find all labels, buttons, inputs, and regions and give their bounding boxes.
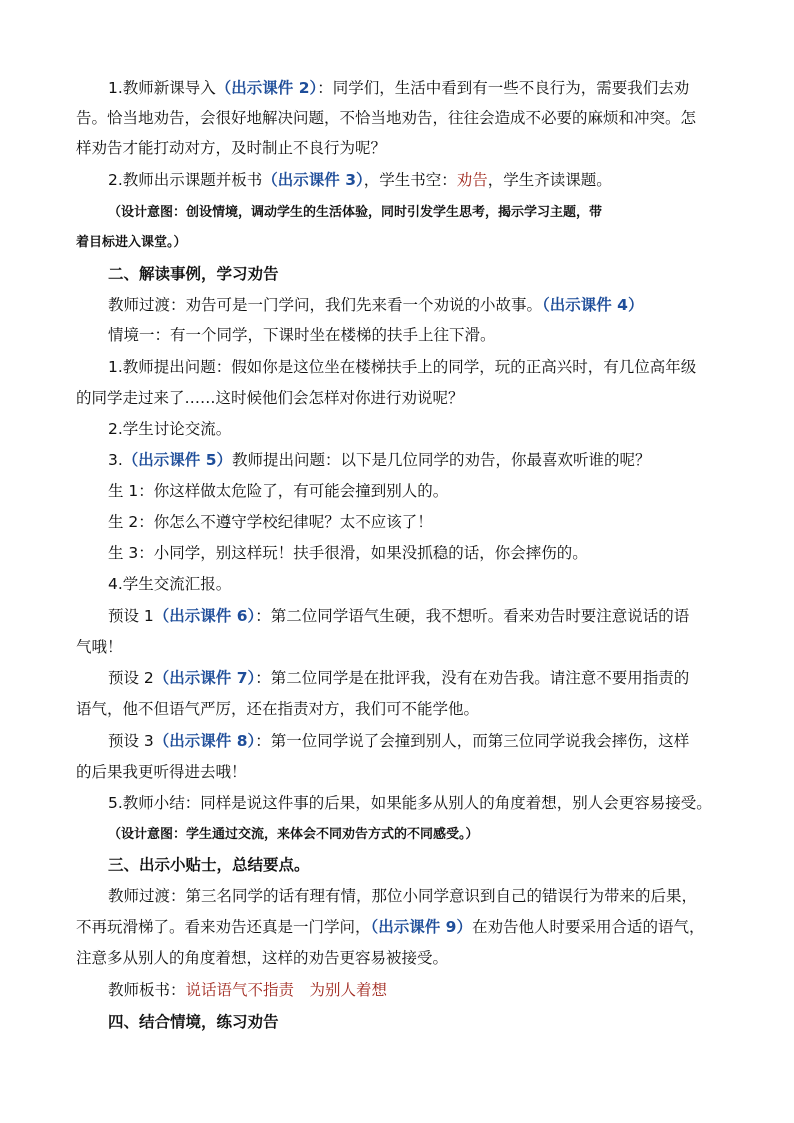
board-text: 劝告	[456, 171, 488, 189]
courseware-tag: （出示课件 2）	[215, 79, 318, 97]
section-heading: 三、出示小贴士，总结要点。	[108, 856, 310, 874]
design-intent-note: （设计意图：创设情境，调动学生的生活体验，同时引发学生思考，揭示学习主题，带	[108, 205, 603, 220]
preset-answer	[108, 606, 689, 626]
board-text: 说话语气不指责 为别人着想	[185, 981, 388, 999]
text: 不再玩滑梯了。看来劝告还真是一门学问，	[76, 918, 371, 936]
courseware-tag: （出示课件 4）	[542, 296, 644, 314]
text: 2.教师出示课题并板书	[108, 171, 263, 189]
paragraph-line: 1.教师提出问题：假如你是这位坐在楼梯扶手上的同学，玩的正高兴时，有几位高年级	[108, 358, 697, 376]
student-answer: 生 3：小同学，别这样玩！扶手很滑，如果没抓稳的话，你会摔伤的。	[108, 544, 588, 562]
paragraph-line: 教师过渡：第三名同学的话有理有情，那位小同学意识到自己的错误行为带来的后果，	[108, 887, 698, 905]
paragraph-line	[108, 450, 651, 470]
text: 教师提出问题：以下是几位同学的劝告，你最喜欢听谁的呢？	[231, 451, 651, 469]
courseware-tag: （出示课件 3）	[262, 171, 364, 189]
paragraph-line: 5.教师小结：同样是说这件事的后果，如果能多从别人的角度着想，别人会更容易接受。	[108, 794, 712, 812]
courseware-tag: （出示课件 7）	[153, 669, 256, 687]
paragraph-line: 注意多从别人的角度着想，这样的劝告更容易被接受。	[76, 949, 449, 967]
preset-answer	[108, 668, 689, 688]
text: 预设 2	[108, 669, 154, 687]
paragraph-line: 情境一：有一个同学，下课时坐在楼梯的扶手上往下滑。	[108, 326, 496, 344]
paragraph-line	[108, 295, 643, 315]
preset-answer: 气哦！	[76, 638, 123, 656]
preset-answer: 的后果我更听得进去哦！	[76, 763, 247, 781]
text: ：第二位同学语气生硬，我不想听。看来劝告时要注意说话的语	[255, 607, 690, 625]
text: 预设 1	[108, 607, 154, 625]
paragraph-line: 的同学走过来了……这时候他们会怎样对你进行劝说呢？	[76, 389, 464, 407]
section-heading: 二、解读事例，学习劝告	[108, 265, 279, 283]
design-intent-note: （设计意图：学生通过交流，来体会不同劝告方式的不同感受。）	[108, 827, 479, 842]
student-answer: 生 1：你这样做太危险了，有可能会撞到别人的。	[108, 482, 449, 500]
courseware-tag: （出示课件 6）	[153, 607, 256, 625]
text: ，学生齐读课题。	[487, 171, 612, 189]
paragraph-line: 4.学生交流汇报。	[108, 575, 232, 593]
text: ，学生书空：	[363, 171, 457, 189]
paragraph-line: 2.学生讨论交流。	[108, 420, 232, 438]
courseware-tag: （出示课件 8）	[153, 732, 256, 750]
paragraph-line: 告。恰当地劝告，会很好地解决问题，不恰当地劝告，往往会造成不必要的麻烦和冲突。怎	[76, 109, 697, 127]
paragraph-title-line	[108, 170, 612, 190]
paragraph-line	[76, 917, 704, 937]
text: 3.	[108, 451, 123, 469]
text: 在劝告他人时要采用合适的语气，	[471, 918, 705, 936]
text: 预设 3	[108, 732, 154, 750]
courseware-tag: （出示课件 5）	[122, 451, 232, 469]
text: 教师过渡：劝告可是一门学问，我们先来看一个劝说的小故事。	[108, 296, 543, 314]
design-intent-note: 着目标进入课堂。）	[76, 235, 187, 250]
text: ：第一位同学说了会撞到别人，而第三位同学说我会摔伤，这样	[255, 732, 690, 750]
courseware-tag: （出示课件 9）	[370, 918, 472, 936]
paragraph-line: 样劝告才能打动对方，及时制止不良行为呢？	[76, 139, 387, 157]
paragraph-intro-line	[108, 78, 689, 98]
text: ：第二位同学是在批评我，没有在劝告我。请注意不要用指责的	[255, 669, 690, 687]
board-writing	[108, 980, 387, 1000]
student-answer: 生 2：你怎么不遵守学校纪律呢？太不应该了！	[108, 513, 433, 531]
preset-answer	[108, 731, 689, 751]
text: 1.教师新课导入	[108, 79, 216, 97]
text: 教师板书：	[108, 981, 186, 999]
section-heading: 四、结合情境，练习劝告	[108, 1013, 279, 1031]
text: ：同学们，生活中看到有一些不良行为，需要我们去劝	[317, 79, 690, 97]
preset-answer: 语气，他不但语气严厉，还在指责对方，我们可不能学他。	[76, 700, 480, 718]
